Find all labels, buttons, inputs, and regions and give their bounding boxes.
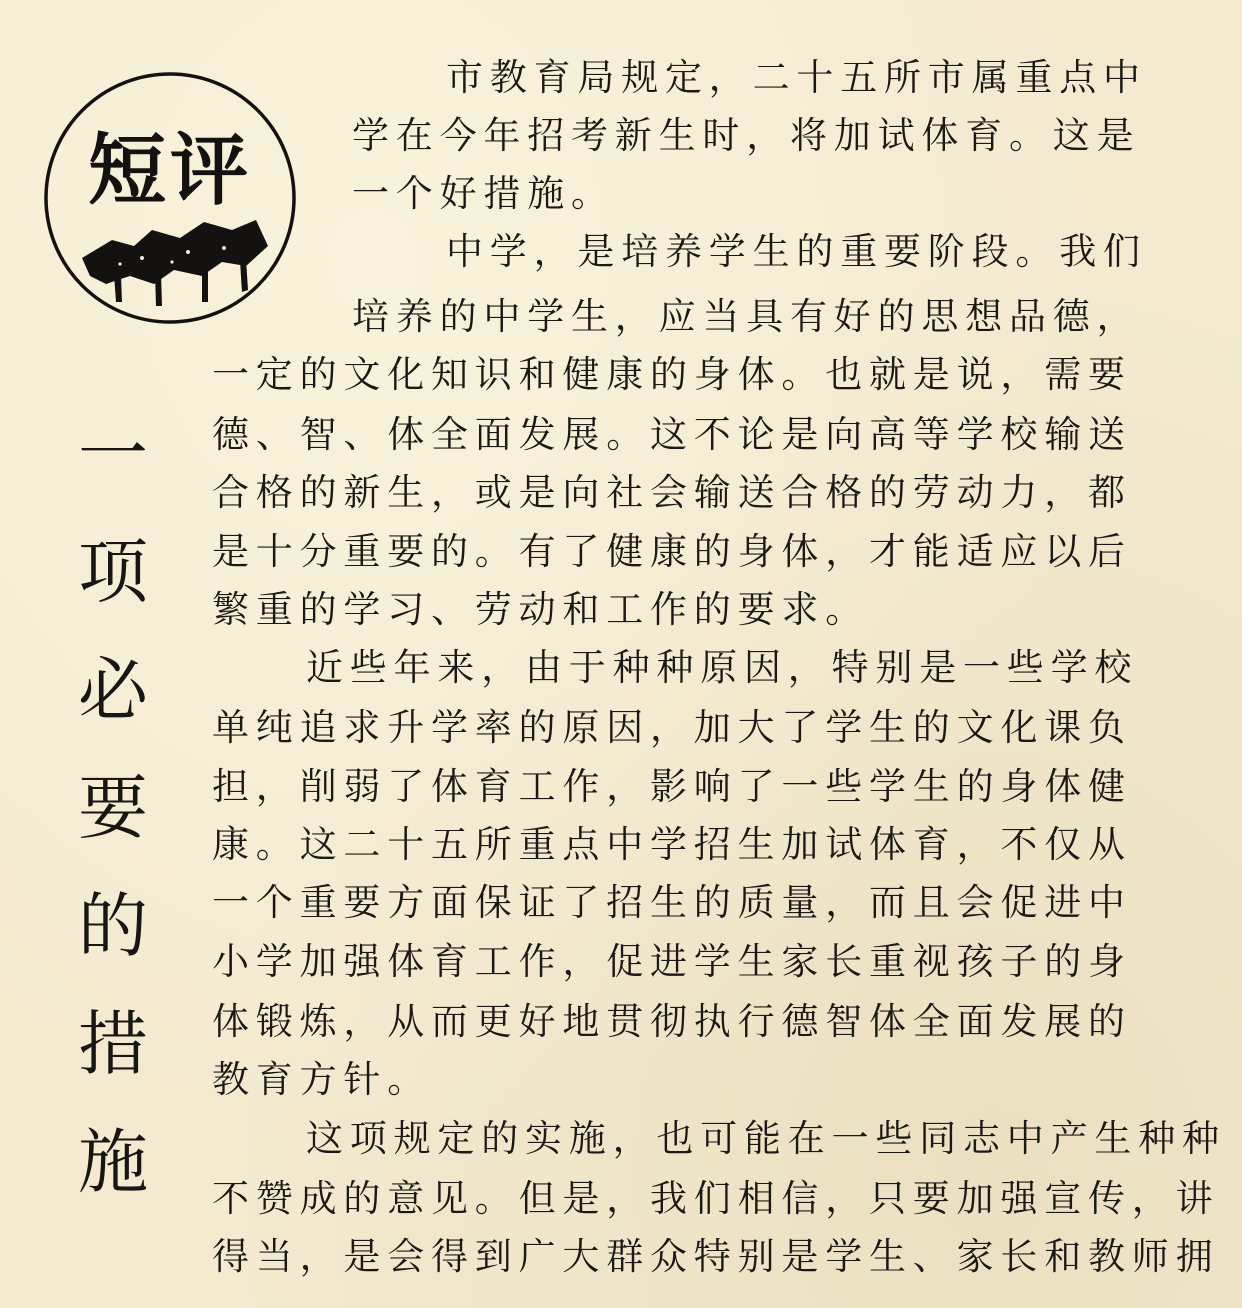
title-char: 措 <box>78 1003 148 1085</box>
article-line: 教育方针。 <box>212 1058 431 1101</box>
article-line: 单纯追求升学率的原因，加大了学生的文化课负 <box>212 706 1132 749</box>
article-line: 学在今年招考新生时，将加试体育。这是 <box>352 114 1141 157</box>
article-line: 得当，是会得到广大群众特别是学生、家长和教师拥 <box>212 1235 1220 1278</box>
article-line: 中学，是培养学生的重要阶段。我们 <box>446 230 1147 273</box>
article-line: 德、智、体全面发展。这不论是向高等学校输送 <box>212 413 1132 456</box>
article-line: 担，削弱了体育工作，影响了一些学生的身体健 <box>212 765 1132 808</box>
title-char: 要 <box>78 767 148 849</box>
article-line: 体锻炼，从而更好地贯彻执行德智体全面发展的 <box>212 1000 1132 1043</box>
article-line: 近些年来，由于种种原因，特别是一些学校 <box>306 646 1139 689</box>
article-line: 市教育局规定，二十五所市属重点中 <box>446 56 1147 99</box>
title-char: 的 <box>78 885 148 967</box>
article-line: 是十分重要的。有了健康的身体，才能适应以后 <box>212 530 1132 573</box>
article-line: 一定的文化知识和健康的身体。也就是说，需要 <box>212 353 1132 396</box>
article-line: 繁重的学习、劳动和工作的要求。 <box>212 588 869 631</box>
title-char: 一 <box>78 413 148 495</box>
article-line: 康。这二十五所重点中学招生加试体育，不仅从 <box>212 823 1132 866</box>
title-char: 施 <box>78 1121 148 1203</box>
article-line: 培养的中学生，应当具有好的思想品德， <box>352 295 1141 338</box>
emblem-label: 短评 <box>87 126 252 216</box>
title-char: 项 <box>78 531 148 613</box>
article-line: 这项规定的实施，也可能在一些同志中产生种种 <box>306 1117 1226 1160</box>
title-char: 必 <box>78 649 148 731</box>
article-line: 合格的新生，或是向社会输送合格的劳动力，都 <box>212 471 1132 514</box>
article-line: 一个好措施。 <box>352 172 615 215</box>
article-line: 小学加强体育工作，促进学生家长重视孩子的身 <box>212 940 1132 983</box>
article-line: 不赞成的意见。但是，我们相信，只要加强宣传，讲 <box>212 1177 1220 1220</box>
article-line: 一个重要方面保证了招生的质量，而且会促进中 <box>212 881 1132 924</box>
